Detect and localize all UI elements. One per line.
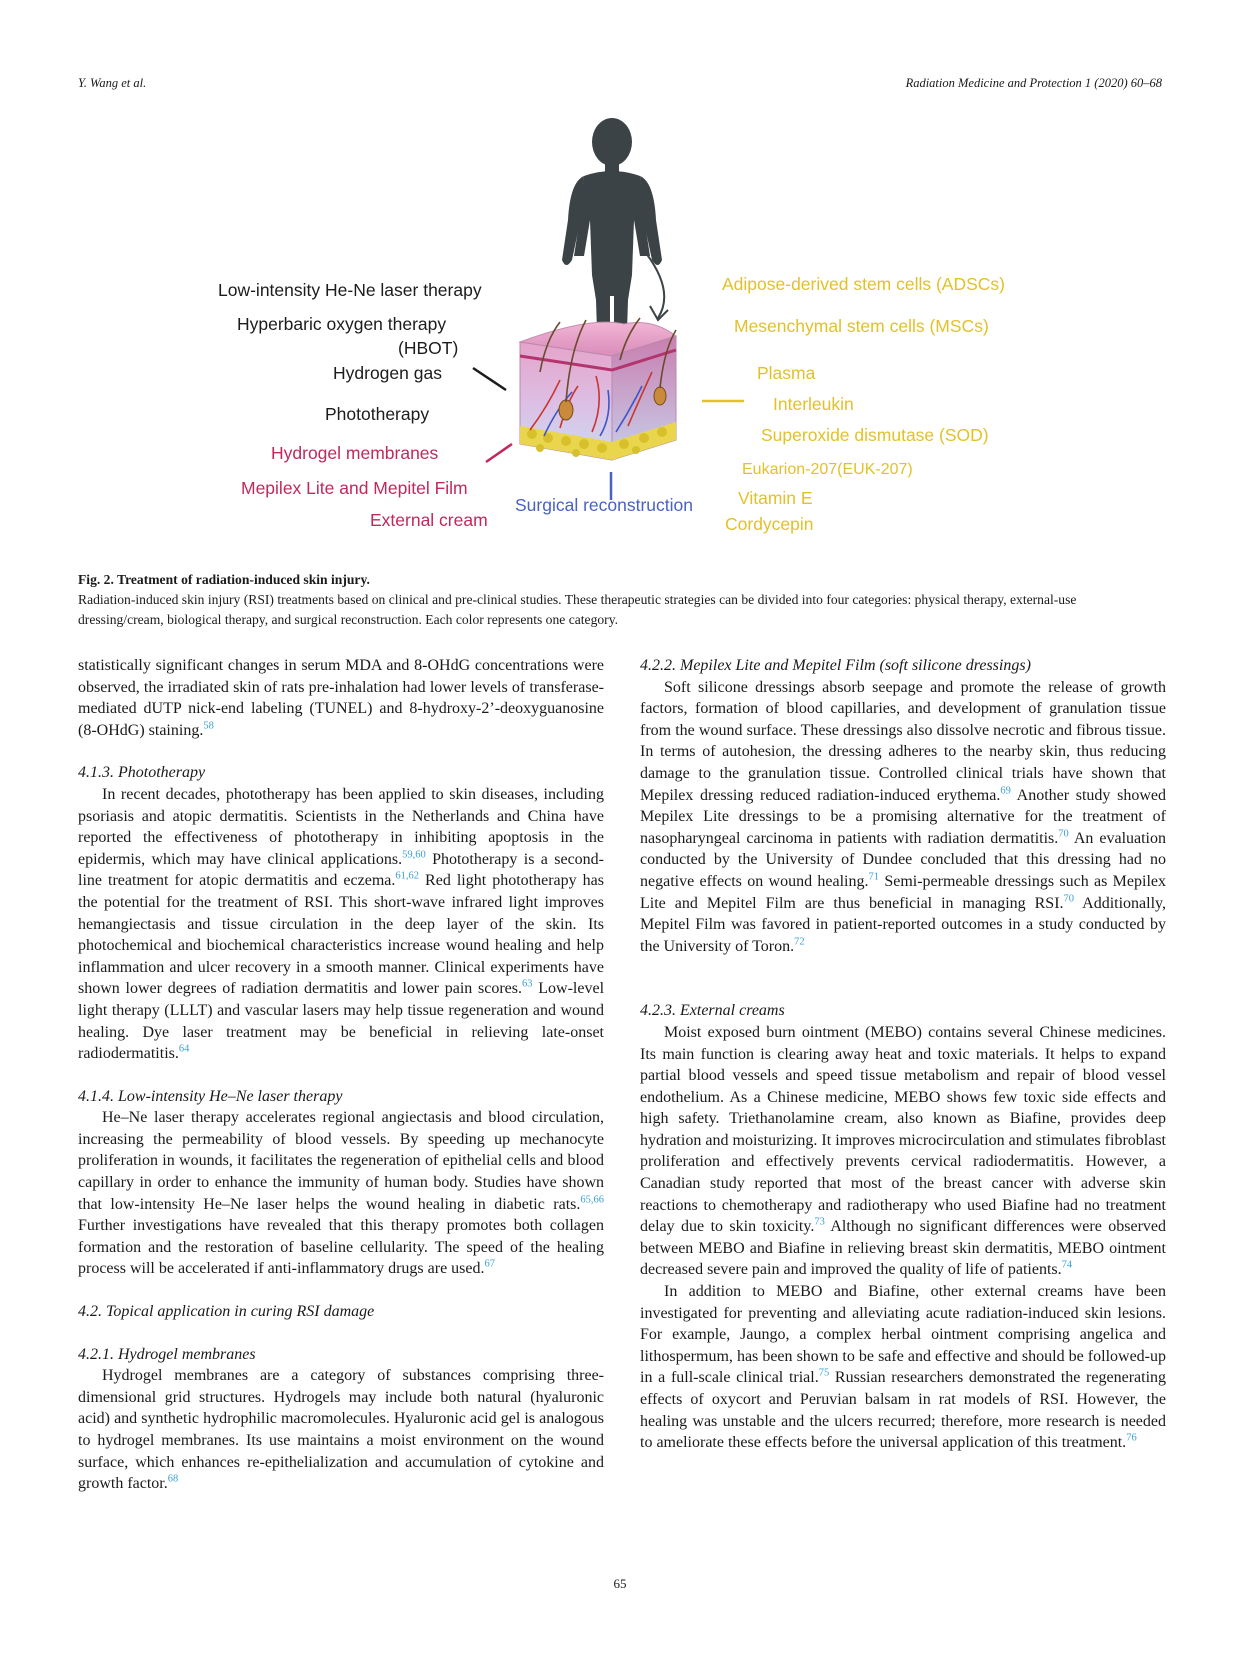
section-heading: 4.2.2. Mepilex Lite and Mepitel Film (soft silicone dressings) — [640, 657, 1031, 674]
citation: 75 — [818, 1368, 830, 1380]
label-external-cream: External cream — [370, 510, 488, 530]
label-adscs: Adipose-derived stem cells (ADSCs) — [722, 274, 1006, 294]
caption-text: Radiation-induced skin injury (RSI) treatments based on clinical and pre-clinical studies. These therapeutic strategies can be divided into four categories: physical therapy, external-use dressing/cream, biological therapy, and surgical reconstruction. Each color represents one category. — [78, 592, 1077, 627]
paragraph: statistically significant changes in serum MDA and 8-OHdG concentrations were observed, the irradiated skin of rats pre-inhalation had lower levels of transferase-mediated dUTP nick-end labeling (TUNEL) and 8-hydroxy-2’-deoxyguanosine (8-OHdG) staining.$^{58}$ — [78, 657, 604, 739]
label-mepilex: Mepilex Lite and Mepitel Film — [241, 478, 468, 498]
connector-dressing — [486, 444, 512, 462]
label-hbot: (HBOT) — [398, 338, 459, 358]
label-surgical-reconstruction: Surgical reconstruction — [515, 495, 693, 515]
section-heading: 4.2.1. Hydrogel membranes — [78, 1345, 256, 1363]
figure-caption — [78, 570, 1162, 630]
running-header-journal: Radiation Medicine and Protection 1 (2020) 60–68 — [905, 76, 1162, 90]
page-number: 65 — [613, 1576, 627, 1591]
section-heading: 4.2. Topical application in curing RSI damage — [78, 1303, 375, 1321]
label-mscs: Mesenchymal stem cells (MSCs) — [734, 316, 989, 336]
citation: 73 — [814, 1216, 825, 1228]
citation: 70 — [1063, 893, 1075, 905]
paragraph: He–Ne laser therapy accelerates regional angiectasis and blood circulation, increasing the permeability of blood vessels. By speeding up mechanocyte proliferation in wounds, it facilitates the regeneration of epithelial cells and blood capillary in order to enhance the immunity of human body. Studies have shown that low-intensity He–Ne laser helps the wound healing in diabetic rats.$^{65,66}$ Further investigations have revealed that this therapy promotes both collagen formation and the restoration of baseline cellularity. The speed of the healing process will be accelerated if anti-inflammatory drugs are used.$^{67}$ — [78, 1109, 604, 1278]
label-cordycepin: Cordycepin — [725, 514, 814, 534]
skin-cross-section-icon — [520, 318, 676, 460]
section-heading: 4.1.4. Low-intensity He–Ne laser therapy — [78, 1087, 343, 1105]
citation: 67 — [484, 1259, 495, 1271]
figure-graphic — [0, 110, 1240, 560]
section-heading: 4.2.3. External creams — [640, 1002, 785, 1020]
label-euk-207: Eukarion-207(EUK-207) — [742, 461, 913, 478]
paragraph: In addition to MEBO and Biafine, other external creams have been investigated for preventing and alleviating acute radiation-induced skin lesions. For example, Jaungo, a complex herbal ointment comprising angelica and lithospermum, has been shown to be safe and effective and should be followed-up in a full-scale clinical trial.$^{75}$ Russian researchers demonstrated the regenerating effects of oxycort and Peruvian balsam in rat models of RSI. However, the healing was unstable and the ulcers recurred; therefore, more research is needed to ameliorate these effects before the universal application of this treatment.$^{76}$ — [640, 1283, 1167, 1452]
paragraph: In recent decades, phototherapy has been applied to skin diseases, including psoriasis and atopic dermatitis. Scientists in the Netherlands and China have reported the effectiveness of phototherapy in inhibiting apoptosis in the epidermis, which may have clinical applications.$^{59,60}$ Phototherapy is a second-line treatment for atopic dermatitis and eczema.$^{61,62}$ Red light phototherapy has the potential for the treatment of RSI. This short-wave infrared light improves hemangiectasis and tissue circulation in the deep layer of the skin. Its photochemical and biochemical characteristics increase wound healing and help inflammation and ulcer recovery in a smooth manner. Clinical experiments have shown lower degrees of radiation dermatitis and lower pain scores.$^{63}$ Low-level light therapy (LLLT) and vascular lasers may help tissue regeneration and wound healing. Dye laser treatment may be beneficial in relieving late-onset radiodermatitis.$^{64}$ — [78, 785, 605, 1063]
citation: 69 — [1000, 785, 1011, 797]
label-hydrogen-gas: Hydrogen gas — [333, 363, 442, 383]
label-sod: Superoxide dismutase (SOD) — [761, 425, 989, 445]
citation: 58 — [203, 720, 214, 732]
label-plasma: Plasma — [757, 363, 816, 383]
paragraph: Hydrogel membranes are a category of substances comprising three-dimensional grid structures. Hydrogels may include both natural (hyaluronic acid) and synthetic hydrophilic macromolecules. Hyaluronic acid gel is analogous to hydrogel membranes. Its use maintains a moist environment on the wound surface, which enhances re-epithelialization and accumulation of cytokine and growth factor.$^{68}$ — [78, 1367, 604, 1493]
label-vitamin-e: Vitamin E — [738, 488, 813, 508]
label-hydrogel-membranes: Hydrogel membranes — [271, 443, 439, 463]
connector-physical — [473, 368, 506, 390]
citation: 76 — [1126, 1432, 1137, 1444]
citation: 64 — [178, 1043, 190, 1055]
figure-2 — [0, 110, 1240, 560]
citation: 71 — [868, 871, 879, 883]
citation: 65,66 — [580, 1194, 604, 1206]
citation: 61,62 — [395, 871, 420, 883]
citation: 63 — [522, 978, 533, 990]
label-phototherapy: Phototherapy — [325, 404, 430, 424]
citation: 68 — [167, 1473, 179, 1485]
label-he-ne-laser: Low-intensity He-Ne laser therapy — [218, 280, 482, 300]
citation: 59,60 — [402, 849, 426, 861]
left-column — [78, 655, 604, 1495]
running-header-authors: Y. Wang et al. — [78, 76, 147, 90]
citation: 70 — [1058, 828, 1069, 840]
label-hyperbaric-oxygen: Hyperbaric oxygen therapy — [237, 314, 447, 334]
paragraph: Moist exposed burn ointment (MEBO) contains several Chinese medicines. Its main function is clearing away heat and toxic materials. It helps to expand partial blood vessels and speed tissue metabolism and repair of blood vessel endothelium. As a Chinese medicine, MEBO shows few toxic side effects and high safety. Triethanolamine cream, also known as Biafine, provides deep hydration and moisturizing. It improves microcirculation and stimulates fibroblast proliferation and effectively prevents cervical radiodermatitis. However, a Canadian study reported that most of the breast cancer with adverse skin reactions to chemotherapy and radiotherapy who used Biafine had no treatment delay due to skin toxicity.$^{73}$ Although no significant differences were observed between MEBO and Biafine in relieving breast skin dermatitis, MEBO ointment decreased severe pain and improved the quality of life of patients.$^{74}$ — [640, 1023, 1166, 1279]
right-column — [640, 655, 1166, 1454]
citation: 74 — [1061, 1260, 1073, 1272]
caption-title: Fig. 2. Treatment of radiation-induced skin injury. — [78, 572, 370, 587]
paragraph: Soft silicone dressings absorb seepage and promote the release of growth factors, formation of blood capillaries, and development of granulation tissue from the wound surface. These dressings also dissolve necrotic and fibrous tissue. In terms of autohesion, the dressing adheres to the nearby skin, thus reducing damage to the granulation tissue. Controlled clinical trials have shown that Mepilex dressing reduced radiation-induced erythema.$^{69}$ Another study showed Mepilex Lite dressings to be a promising alternative for the treatment of nasopharyngeal carcinoma in patients with radiation dermatitis.$^{70}$ An evaluation conducted by the University of Dundee concluded that this dressing had no negative effects on wound healing.$^{71}$ Semi-permeable dressings such as Mepilex Lite and Mepitel Film are thus beneficial in managing RSI.$^{70}$ Additionally, Mepitel Film was favored in patient-reported outcomes in a study conducted by the University of Toron.$^{72}$ — [640, 678, 1167, 955]
label-interleukin: Interleukin — [773, 394, 854, 414]
section-heading: 4.1.3. Phototherapy — [78, 764, 206, 782]
citation: 72 — [794, 936, 805, 948]
